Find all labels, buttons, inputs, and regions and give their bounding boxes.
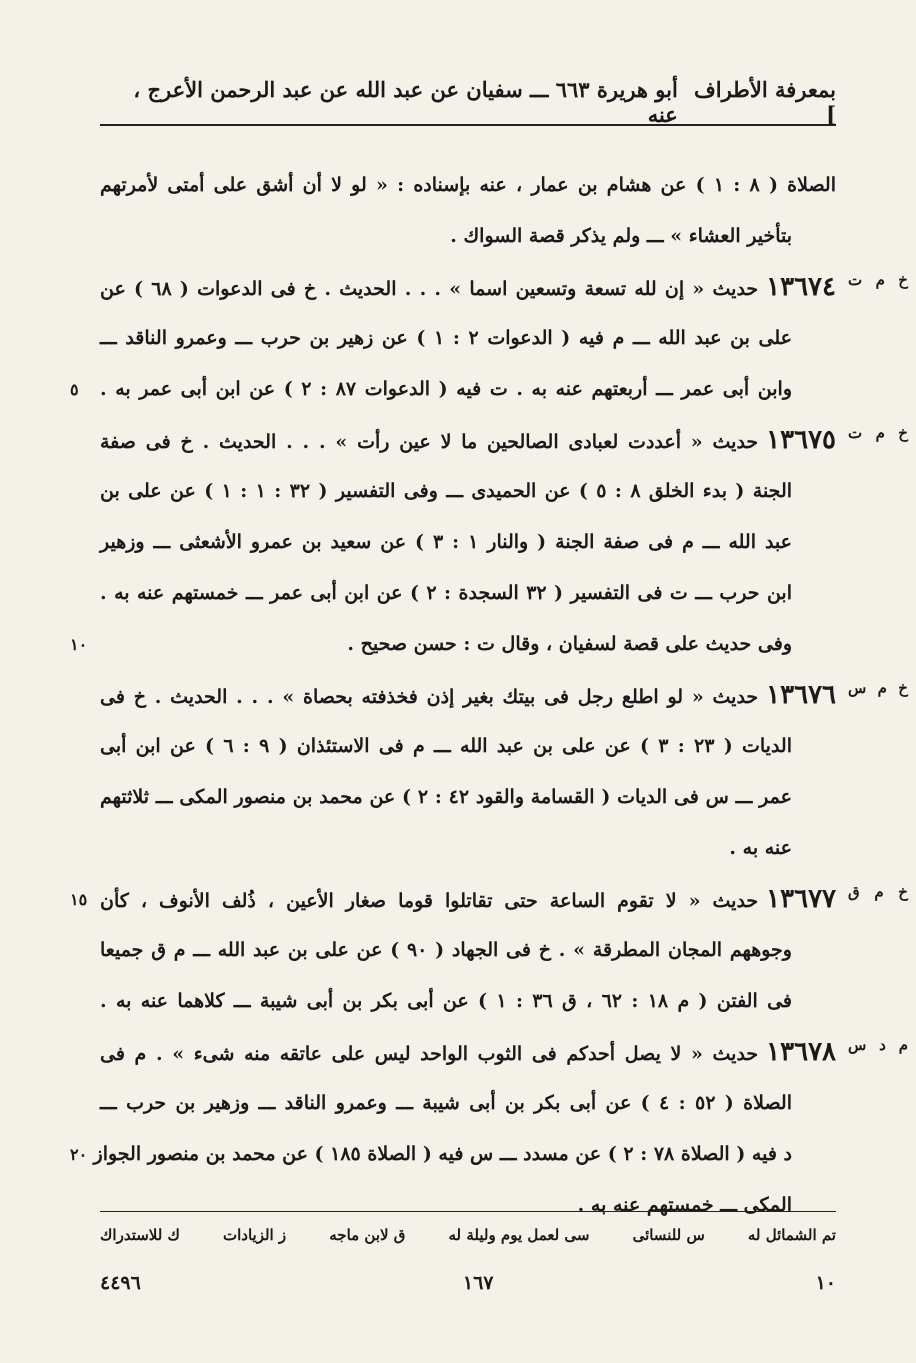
abbreviation-key-item: تم الشمائل له — [747, 1226, 836, 1244]
abbreviation-key-item: س للنسائى — [632, 1226, 705, 1244]
source-sigla: خ م ت — [848, 271, 908, 289]
volume-number: ١٠ — [815, 1272, 836, 1294]
hadith-entry-line — [100, 415, 908, 466]
source-sigla: خ م ت — [848, 424, 908, 442]
line-text: عبد الله ـــ م فى صفة الجنة ( والنار ١ : ٣ ) عن سعيد بن عمرو الأشعثى ـــ وزهير — [100, 531, 792, 553]
text-line — [100, 721, 792, 772]
text-line — [100, 976, 792, 1027]
text-line — [100, 568, 792, 619]
hadith-entry-line — [100, 1027, 908, 1078]
hadith-number: ١٣٦٧٧ — [766, 884, 836, 914]
line-number-marker: ٥ — [70, 380, 79, 399]
hadith-entry-line — [70, 874, 908, 925]
hadith-number: ١٣٦٧٨ — [766, 1037, 836, 1067]
text-line — [100, 1078, 792, 1129]
hadith-entry-line — [100, 262, 908, 313]
text-line — [100, 211, 792, 262]
hadith-number: ١٣٦٧٥ — [766, 425, 836, 455]
hadith-entry-line — [100, 670, 908, 721]
cumulative-number: ٤٤٩٦ — [100, 1272, 141, 1294]
text-line — [70, 364, 792, 415]
line-text: وابن أبى عمر ـــ أربعتهم عنه به . ت فيه ( الدعوات ٨٧ : ٢ ) عن ابن أبى عمر به . — [100, 378, 792, 400]
hadith-number: ١٣٦٧٦ — [766, 680, 836, 710]
abbreviation-key-item: سى لعمل يوم وليلة له — [448, 1226, 590, 1244]
line-text: وجوههم المجان المطرقة » . خ فى الجهاد ( ٩٠ ) عن على بن عبد الله ـــ م ق جميعا — [100, 939, 792, 961]
text-line — [100, 517, 792, 568]
line-text: الجنة ( بدء الخلق ٨ : ٥ ) عن الحميدى ـــ وفى التفسير ( ٣٢ : ١ : ١ ) عن على بن — [100, 480, 793, 502]
line-number-marker: ٢٠ — [70, 1145, 88, 1164]
source-sigla: م د س — [848, 1036, 908, 1054]
line-text: الصلاة ( ٥٢ : ٤ ) عن أبى بكر بن أبى شيبة ـــ وعمرو الناقد ـــ وزهير بن حرب ـــ — [100, 1092, 792, 1114]
line-text: على بن عبد الله ـــ م فيه ( الدعوات ٢ : ١ ) عن زهير بن حرب ـــ وعمرو الناقد ـــ — [100, 327, 792, 349]
line-text: د فيه ( الصلاة ٧٨ : ٢ ) عن مسدد ـــ س فيه ( الصلاة ١٨٥ ) عن محمد بن منصور الجواز — [93, 1143, 792, 1165]
line-text: حديث « لا يصل أحدكم فى الثوب الواحد ليس على عاتقه منه شىء » . م فى — [100, 1043, 759, 1065]
abbreviation-key-item: ك للاستدراك — [100, 1226, 180, 1244]
page-bar — [100, 1268, 836, 1298]
line-text: عنه به . — [729, 837, 792, 859]
text-line — [100, 925, 792, 976]
line-text: حديث « أعددت لعبادى الصالحين ما لا عين رأت » . . . الحديث . خ فى صفة — [100, 431, 759, 453]
text-line — [100, 772, 792, 823]
abbreviation-key — [100, 1220, 836, 1250]
line-text: ابن حرب ـــ ت فى التفسير ( ٣٢ السجدة : ٢ ) عن ابن أبى عمر ـــ خمستهم عنه به . — [100, 582, 792, 604]
line-text: بتأخير العشاء » ـــ ولم يذكر قصة السواك . — [450, 225, 792, 247]
line-text: حديث « إن لله تسعة وتسعين اسما » . . . الحديث . خ فى الدعوات ( ٦٨ ) عن — [100, 278, 759, 300]
line-text: حديث « لو اطلع رجل فى بيتك بغير إذن فخذفته بحصاة » . . . الحديث . خ فى — [100, 686, 759, 708]
header-chain-title: أبو هريرة ٦٦٣ ـــ سفيان عن عبد الله عن عبد الرحمن الأعرج ، عنه — [133, 77, 678, 127]
line-number-marker: ١٠ — [70, 635, 88, 654]
abbreviation-key-item: ق لابن ماجه — [329, 1226, 406, 1244]
source-sigla: خ م ق — [848, 883, 908, 901]
header-rule — [100, 124, 836, 126]
line-text: حديث « لا تقوم الساعة حتى تقاتلوا قوما صغار الأعين ، ذُلف الأنوف ، كأن — [100, 890, 759, 912]
text-line — [100, 160, 836, 211]
text-line — [70, 619, 792, 670]
line-text: الديات ( ٢٣ : ٣ ) عن على بن عبد الله ـــ م فى الاستئذان ( ٩ : ٦ ) عن ابن أبى — [100, 735, 792, 757]
line-text: فى الفتن ( م ١٨ : ٦٢ ، ق ٣٦ : ١ ) عن أبى بكر بن أبى شيبة ـــ كلاهما عنه به . — [100, 990, 792, 1012]
hadith-number: ١٣٦٧٤ — [766, 272, 836, 302]
footer-rule — [100, 1211, 836, 1212]
text-line — [100, 313, 792, 364]
line-number-marker: ١٥ — [70, 890, 88, 909]
source-sigla: خ م س — [848, 679, 908, 697]
line-text: الصلاة ( ٨ : ١ ) عن هشام بن عمار ، عنه بإسناده : « لو لا أن أشق على أمتى لأمرتهم — [100, 174, 836, 196]
line-text: عمر ـــ س فى الديات ( القسامة والقود ٤٢ : ٢ ) عن محمد بن منصور المكى ـــ ثلاثتهم — [100, 786, 792, 808]
text-line — [100, 466, 792, 517]
abbreviation-key-item: ز الزيادات — [222, 1226, 287, 1244]
page-number: ١٦٧ — [462, 1272, 494, 1294]
text-line — [70, 1129, 792, 1180]
line-text: المكى ـــ خمستهم عنه به . — [577, 1194, 792, 1216]
running-header — [100, 77, 836, 127]
line-text: وفى حديث على قصة لسفيان ، وقال ت : حسن صحيح . — [347, 633, 792, 655]
text-line — [100, 823, 792, 874]
text-body — [70, 160, 908, 1231]
header-section-title: بمعرفة الأطراف ] — [693, 77, 836, 127]
